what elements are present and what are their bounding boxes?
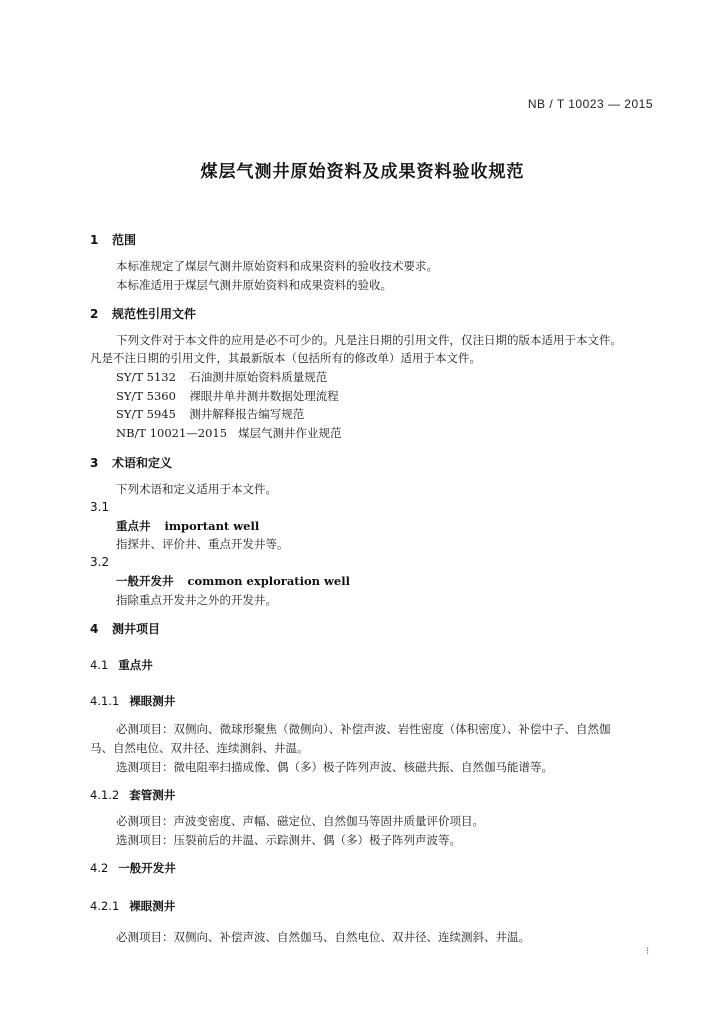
reference-code: SY/T 5132 <box>116 370 176 384</box>
margin-mark: ⁝ <box>646 946 650 957</box>
document-title: 煤层气测井原始资料及成果资料验收规范 <box>200 162 525 182</box>
term-zh: 重点井 <box>116 519 151 533</box>
subsection-title: 裸眼测井 <box>129 899 176 913</box>
subsection-title: 裸眼测井 <box>129 694 176 708</box>
section-title: 规范性引用文件 <box>112 307 197 321</box>
paragraph: 必测项目：双侧向、补偿声波、自然伽马、自然电位、双井径、连续测斜、井温。 <box>116 930 530 944</box>
reference-name: 测井解释报告编写规范 <box>189 407 305 421</box>
term-definition: 指除重点开发井之外的开发井。 <box>116 593 277 607</box>
reference-name: 裸眼井单井测井数据处理流程 <box>189 389 339 403</box>
paragraph: 下列术语和定义适用于本文件。 <box>116 482 277 496</box>
paragraph: 选测项目：微电阻率扫描成像、偶（多）极子阵列声波、核磁共振、自然伽马能谱等。 <box>116 760 553 774</box>
reference-code: NB/T 10021—2015 <box>116 426 228 440</box>
section-number: 4 <box>90 622 99 636</box>
reference-item <box>116 425 342 441</box>
reference-item <box>116 406 304 422</box>
paragraph: 下列文件对于本文件的应用是必不可少的。凡是注日期的引用文件，仅注日期的版本适用于本文件。 <box>116 333 622 347</box>
subsection-number: 4.1 <box>90 658 109 672</box>
paragraph: 本标准规定了煤层气测井原始资料和成果资料的验收技术要求。 <box>116 259 438 273</box>
paragraph: 马、自然电位、双井径、连续测斜、井温。 <box>90 741 309 755</box>
subsection-number: 4.2.1 <box>90 899 120 913</box>
reference-name: 石油测井原始资料质量规范 <box>189 370 328 384</box>
reference-code: SY/T 5945 <box>116 407 176 421</box>
reference-item <box>116 369 327 385</box>
reference-code: SY/T 5360 <box>116 389 176 403</box>
subsection-4-1-1-heading <box>90 693 175 709</box>
paragraph: 本标准适用于煤层气测井原始资料和成果资料的验收。 <box>116 278 392 292</box>
section-title: 测井项目 <box>112 622 161 636</box>
subsection-number: 4.1.1 <box>90 694 120 708</box>
section-1-heading <box>90 231 136 248</box>
reference-name: 煤层气测井作业规范 <box>238 426 342 440</box>
term-en: common exploration well <box>187 574 350 588</box>
standard-code: NB / T 10023 — 2015 <box>527 97 653 111</box>
section-title: 术语和定义 <box>112 456 173 470</box>
section-3-heading <box>90 454 172 471</box>
subsection-title: 一般开发井 <box>118 861 176 875</box>
section-number: 1 <box>90 233 99 247</box>
subsection-4-2-1-heading <box>90 898 175 914</box>
subsection-number: 4.1.2 <box>90 788 120 802</box>
subsection-4-1-2-heading <box>90 787 175 803</box>
subsection-title: 套管测井 <box>129 788 176 802</box>
subsection-title: 重点井 <box>118 658 153 672</box>
term-zh: 一般开发井 <box>116 574 174 588</box>
term-number: 3.1 <box>90 500 110 514</box>
section-number: 3 <box>90 456 99 470</box>
paragraph: 凡是不注日期的引用文件，其最新版本（包括所有的修改单）适用于本文件。 <box>90 351 481 365</box>
reference-item <box>116 388 339 404</box>
paragraph: 选测项目：压裂前后的井温、示踪测井、偶（多）极子阵列声波等。 <box>116 833 461 847</box>
paragraph: 必测项目：双侧向、微球形聚焦（微侧向）、补偿声波、岩性密度（体积密度）、补偿中子、自然伽 <box>116 722 611 736</box>
section-2-heading <box>90 305 196 322</box>
subsection-number: 4.2 <box>90 861 109 875</box>
section-number: 2 <box>90 307 99 321</box>
subsection-4-2-heading <box>90 860 176 876</box>
term-number: 3.2 <box>90 555 110 569</box>
term-definition: 指探井、评价井、重点开发井等。 <box>116 537 289 551</box>
term-heading <box>116 518 259 534</box>
term-heading <box>116 573 350 589</box>
term-en: important well <box>164 519 260 533</box>
paragraph: 必测项目：声波变密度、声幅、磁定位、自然伽马等固井质量评价项目。 <box>116 814 484 828</box>
subsection-4-1-heading <box>90 657 153 673</box>
section-title: 范围 <box>112 233 137 247</box>
section-4-heading <box>90 620 160 637</box>
